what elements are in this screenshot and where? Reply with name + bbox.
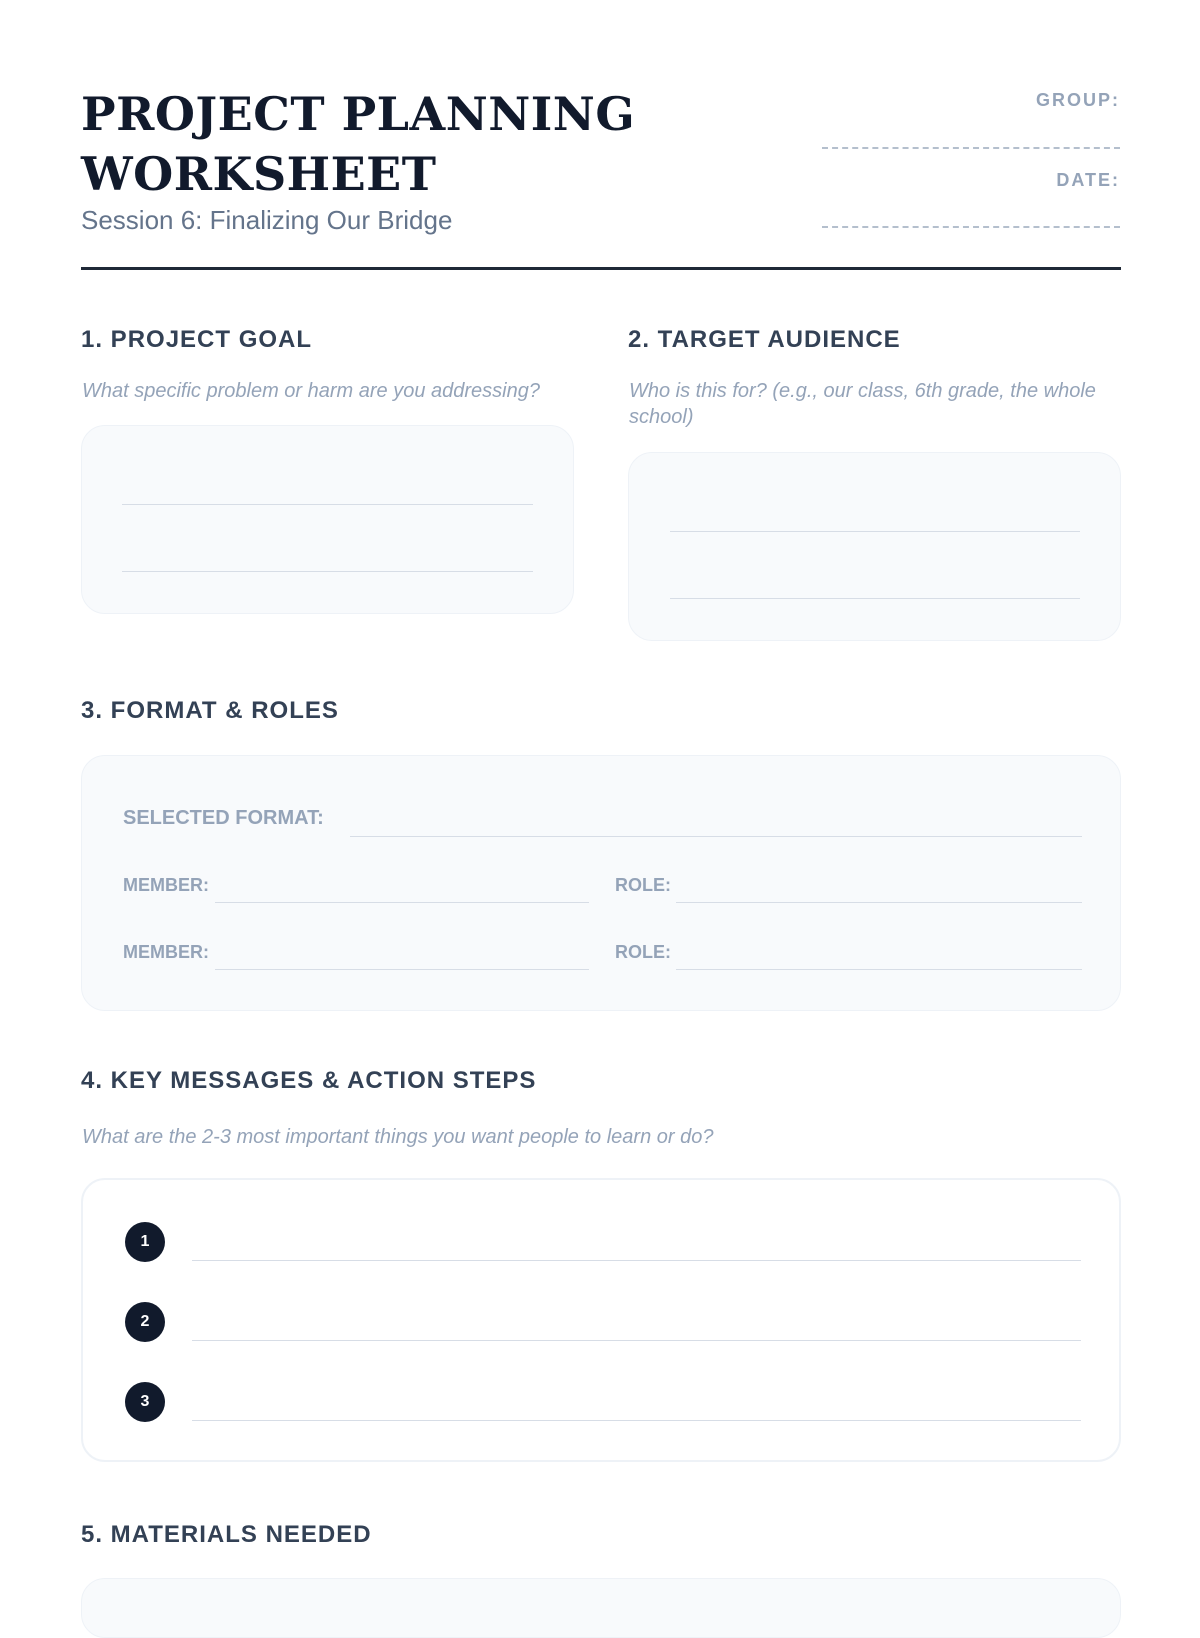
selected-format-field[interactable]	[350, 836, 1082, 837]
answer-line	[122, 571, 533, 572]
goal-prompt: What specific problem or harm are you addressing?	[82, 380, 540, 402]
role-field[interactable]	[676, 902, 1082, 903]
role-label: ROLE:	[615, 875, 671, 895]
selected-format-label: SELECTED FORMAT:	[123, 807, 324, 829]
group-label: GROUP:	[1036, 90, 1120, 110]
step-number-badge: 1	[125, 1222, 165, 1262]
message-line[interactable]	[192, 1340, 1081, 1341]
role-field[interactable]	[676, 969, 1082, 970]
goal-answer-box[interactable]	[81, 425, 574, 614]
messages-prompt: What are the 2-3 most important things you want people to learn or do?	[82, 1126, 714, 1148]
answer-line	[122, 504, 533, 505]
audience-answer-box[interactable]	[628, 452, 1121, 641]
message-line[interactable]	[192, 1260, 1081, 1261]
format-heading: 3. FORMAT & ROLES	[81, 697, 339, 724]
header-divider	[81, 267, 1121, 270]
step-number-badge: 2	[125, 1302, 165, 1342]
materials-box[interactable]	[81, 1578, 1121, 1638]
worksheet-title: PROJECT PLANNING WORKSHEET	[81, 87, 636, 201]
worksheet-subtitle: Session 6: Finalizing Our Bridge	[81, 205, 453, 235]
goal-heading: 1. PROJECT GOAL	[81, 326, 313, 353]
audience-heading: 2. TARGET AUDIENCE	[628, 326, 901, 353]
date-field[interactable]	[822, 226, 1120, 228]
answer-line	[670, 531, 1080, 532]
messages-box	[81, 1178, 1121, 1462]
answer-line	[670, 598, 1080, 599]
message-line[interactable]	[192, 1420, 1081, 1421]
audience-prompt: Who is this for? (e.g., our class, 6th grade, the whole school)	[629, 380, 1096, 428]
member-field[interactable]	[215, 969, 589, 970]
member-label: MEMBER:	[123, 875, 209, 895]
messages-heading: 4. KEY MESSAGES & ACTION STEPS	[81, 1067, 537, 1094]
step-number-badge: 3	[125, 1382, 165, 1422]
date-label: DATE:	[1056, 170, 1120, 190]
group-field[interactable]	[822, 147, 1120, 149]
member-field[interactable]	[215, 902, 589, 903]
role-label: ROLE:	[615, 942, 671, 962]
format-roles-box	[81, 755, 1121, 1011]
materials-heading: 5. MATERIALS NEEDED	[81, 1521, 372, 1548]
member-label: MEMBER:	[123, 942, 209, 962]
